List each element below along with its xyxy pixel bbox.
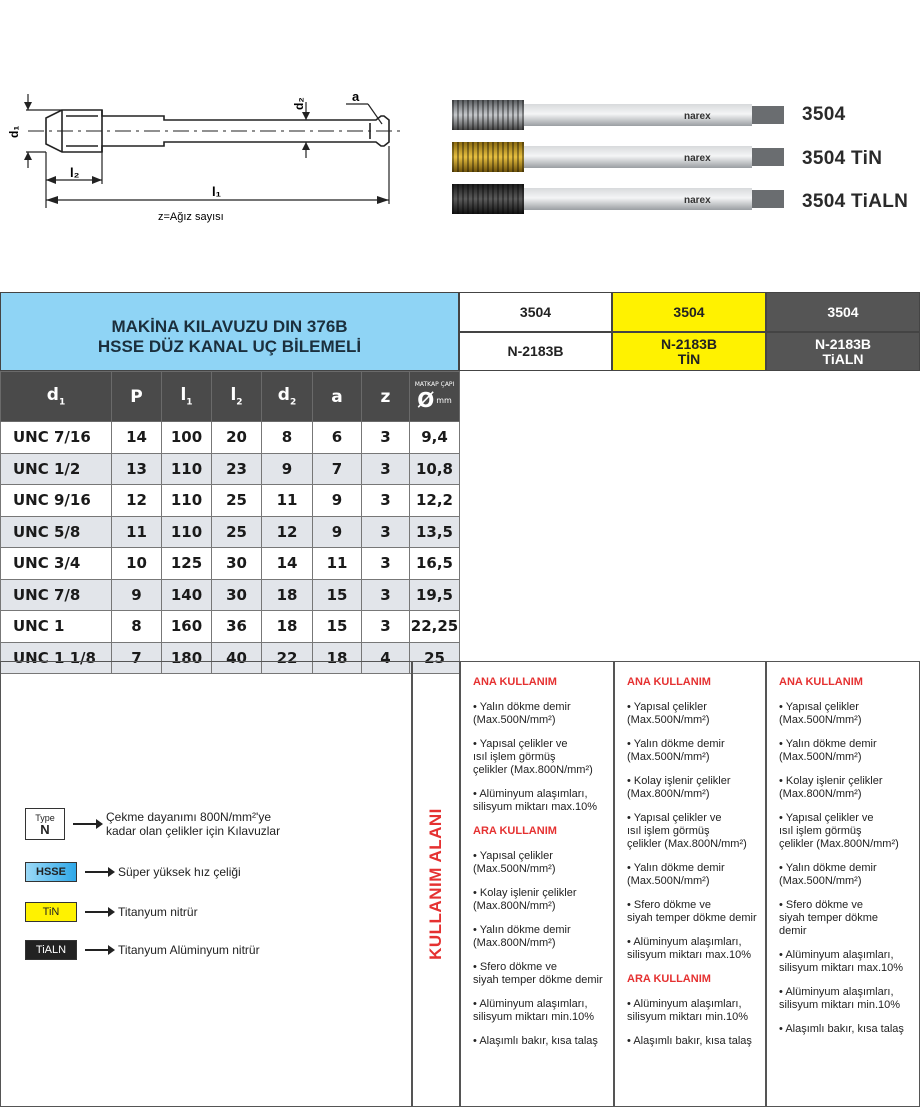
table-cell: 15	[313, 579, 362, 611]
table-cell: UNC 1 1/8	[1, 642, 112, 674]
tool-photos	[452, 92, 920, 222]
table-cell: 11	[262, 485, 313, 517]
legend-hsse	[25, 862, 241, 882]
table-cell: 13,5	[410, 516, 460, 548]
table-cell: 25	[212, 516, 262, 548]
table-cell: 110	[162, 485, 212, 517]
usage-item: • Alüminyum alaşımları, silisyum miktarı max.10%	[779, 949, 904, 974]
header-z: z	[362, 372, 410, 422]
article-number-2: N-2183B	[660, 335, 718, 352]
usage-item: • Yapısal çelikler (Max.500N/mm²)	[627, 701, 710, 726]
bullet-icon: •	[779, 949, 786, 961]
l1-label: l₁	[212, 184, 221, 199]
table-cell: 16,5	[410, 548, 460, 580]
product-code-3: 3504	[766, 292, 920, 332]
table-cell: 40	[212, 642, 262, 674]
secondary-usage-title: ARA KULLANIM	[627, 973, 711, 985]
table-cell: 7	[313, 453, 362, 485]
bullet-icon: •	[779, 1023, 786, 1035]
main-usage-title: ANA KULLANIM	[627, 676, 711, 688]
bullet-icon: •	[473, 924, 480, 936]
table-cell: 14	[112, 422, 162, 454]
table-cell: 9	[112, 579, 162, 611]
usage-item: • Yalın dökme demir (Max.500N/mm²)	[627, 738, 725, 763]
main-usage-title: ANA KULLANIM	[473, 676, 557, 688]
header-l1: $l_1$	[162, 372, 212, 422]
table-cell: 9	[313, 485, 362, 517]
usage-item: • Yapısal çelikler ve ısıl işlem görmüş çelikler (Max.800N/mm²)	[473, 738, 593, 776]
product-article-3	[766, 332, 920, 371]
usage-item: • Alaşımlı bakır, kısa talaş	[779, 1023, 904, 1035]
usage-item: • Yalın dökme demir (Max.800N/mm²)	[473, 924, 571, 949]
bullet-icon: •	[779, 738, 786, 750]
table-cell: 3	[362, 516, 410, 548]
table-row	[1, 453, 460, 485]
table-cell: 3	[362, 548, 410, 580]
usage-item: • Yalın dökme demir (Max.500N/mm²)	[627, 862, 725, 887]
table-cell: 9,4	[410, 422, 460, 454]
table-cell: 3	[362, 611, 410, 643]
table-cell: 30	[212, 548, 262, 580]
tool-brand-2: narex	[684, 153, 711, 164]
bullet-icon: •	[627, 899, 634, 911]
bullet-icon: •	[627, 738, 634, 750]
table-cell: 12	[112, 485, 162, 517]
legend-panel	[0, 661, 412, 1107]
usage-item: • Yapısal çelikler (Max.500N/mm²)	[779, 701, 862, 726]
table-cell: 7	[112, 642, 162, 674]
arrow-icon	[85, 871, 113, 873]
tap-dimension-drawing	[6, 80, 406, 230]
table-cell: UNC 7/16	[1, 422, 112, 454]
table-cell: 180	[162, 642, 212, 674]
bullet-icon: •	[473, 788, 480, 800]
l2-label: l₂	[70, 165, 80, 180]
table-cell: 6	[313, 422, 362, 454]
product-article-1	[459, 332, 612, 371]
bullet-icon: •	[779, 862, 786, 874]
legend-tialn	[25, 940, 260, 960]
table-cell: 8	[262, 422, 313, 454]
table-cell: 4	[362, 642, 410, 674]
table-cell: 9	[313, 516, 362, 548]
table-cell: 22	[262, 642, 313, 674]
drawing-caption: z=Ağız sayısı	[158, 211, 224, 223]
tin-tag: TiN	[25, 902, 77, 922]
product-code-2: 3504	[612, 292, 766, 332]
usage-item: • Alüminyum alaşımları, silisyum miktarı max.10%	[473, 788, 598, 813]
tool-brand-1: narex	[684, 111, 711, 122]
legend-text-tin: Titanyum nitrür	[118, 905, 198, 919]
bullet-icon: •	[473, 850, 480, 862]
tap-tialn	[452, 184, 784, 214]
table-cell: 9	[262, 453, 313, 485]
article-number-1: N-2183B	[507, 343, 564, 359]
hsse-tag: HSSE	[25, 862, 77, 882]
table-cell: 22,25	[410, 611, 460, 643]
table-cell: 10	[112, 548, 162, 580]
bullet-icon: •	[779, 899, 786, 911]
bullet-icon: •	[473, 998, 480, 1010]
bullet-icon: •	[779, 986, 786, 998]
d2-label: d₂	[292, 97, 306, 110]
table-cell: 10,8	[410, 453, 460, 485]
title-line-1: MAKİNA KILAVUZU DIN 376B	[111, 316, 348, 336]
legend-tin	[25, 902, 198, 922]
main-usage-title: ANA KULLANIM	[779, 676, 863, 688]
table-cell: 18	[262, 611, 313, 643]
type-n-tag: Type N	[25, 808, 65, 840]
table-cell: 19,5	[410, 579, 460, 611]
bullet-icon: •	[473, 738, 480, 750]
usage-item: • Alüminyum alaşımları, silisyum miktarı min.10%	[473, 998, 595, 1023]
usage-item: • Sfero dökme ve siyah temper dökme demir	[779, 899, 879, 937]
table-cell: 25	[212, 485, 262, 517]
tialn-tag: TiALN	[25, 940, 77, 960]
usage-item: • Yalın dökme demir (Max.500N/mm²)	[779, 738, 877, 763]
usage-item: • Yapısal çelikler ve ısıl işlem görmüş çelikler (Max.800N/mm²)	[627, 812, 747, 850]
usage-item: • Alüminyum alaşımları, silisyum miktarı min.10%	[779, 986, 901, 1011]
table-row	[1, 579, 460, 611]
table-cell: 11	[112, 516, 162, 548]
usage-item: • Kolay işlenir çelikler (Max.800N/mm²)	[627, 775, 731, 800]
table-cell: 140	[162, 579, 212, 611]
usage-item: • Yalın dökme demir (Max.500N/mm²)	[473, 701, 571, 726]
tap-plain	[452, 100, 784, 130]
table-cell: UNC 5/8	[1, 516, 112, 548]
bullet-icon: •	[627, 812, 634, 824]
bullet-icon: •	[627, 998, 634, 1010]
table-cell: 14	[262, 548, 313, 580]
table-cell: 110	[162, 516, 212, 548]
table-row	[1, 611, 460, 643]
table-cell: 18	[313, 642, 362, 674]
header-d2: $d_2$	[262, 372, 313, 422]
bullet-icon: •	[779, 775, 786, 787]
a-label: a	[352, 89, 360, 104]
usage-item: • Sfero dökme ve siyah temper dökme demir	[473, 961, 603, 986]
table-cell: UNC 9/16	[1, 485, 112, 517]
table-cell: 25	[410, 642, 460, 674]
usage-area-label	[412, 661, 460, 1107]
table-row	[1, 516, 460, 548]
bullet-icon: •	[627, 936, 634, 948]
table-cell: 23	[212, 453, 262, 485]
usage-item: • Alüminyum alaşımları, silisyum miktarı max.10%	[627, 936, 752, 961]
table-cell: 3	[362, 579, 410, 611]
table-cell: UNC 1/2	[1, 453, 112, 485]
table-cell: 11	[313, 548, 362, 580]
table-cell: 3	[362, 485, 410, 517]
table-cell: 18	[262, 579, 313, 611]
table-row	[1, 422, 460, 454]
table-cell: 36	[212, 611, 262, 643]
table-cell: 3	[362, 422, 410, 454]
tap-tin	[452, 142, 784, 172]
usage-column-2	[614, 661, 766, 1107]
product-code-1: 3504	[459, 292, 612, 332]
title-line-2: HSSE DÜZ KANAL UÇ BİLEMELİ	[97, 336, 362, 356]
bullet-icon: •	[473, 961, 480, 973]
usage-item: • Alaşımlı bakır, kısa talaş	[473, 1035, 598, 1047]
usage-column-1	[460, 661, 614, 1107]
usage-item: • Yalın dökme demir (Max.500N/mm²)	[779, 862, 877, 887]
header-l2: $l_2$	[212, 372, 262, 422]
header-p: P	[112, 372, 162, 422]
legend-text-tialn: Titanyum Alüminyum nitrür	[118, 943, 260, 957]
tap-illustrations	[452, 92, 792, 222]
product-title	[0, 292, 459, 371]
table-cell: 110	[162, 453, 212, 485]
bullet-icon: •	[627, 775, 634, 787]
table-row	[1, 485, 460, 517]
usage-item: • Alaşımlı bakır, kısa talaş	[627, 1035, 752, 1047]
arrow-icon	[73, 823, 101, 825]
usage-item: • Yapısal çelikler ve ısıl işlem görmüş çelikler (Max.800N/mm²)	[779, 812, 899, 850]
secondary-usage-title: ARA KULLANIM	[473, 825, 557, 837]
table-cell: 125	[162, 548, 212, 580]
coating-name-2: TİN	[677, 350, 701, 367]
table-cell: UNC 3/4	[1, 548, 112, 580]
legend-text-hsse: Süper yüksek hız çeliği	[118, 865, 241, 879]
bullet-icon: •	[627, 1035, 634, 1047]
table-cell: 30	[212, 579, 262, 611]
drill-header-text: MATKAP ÇAPI	[414, 381, 455, 388]
spec-header-row	[1, 372, 460, 422]
bullet-icon: •	[779, 812, 786, 824]
bullet-icon: •	[473, 701, 480, 713]
bullet-icon: •	[627, 862, 634, 874]
table-cell: 8	[112, 611, 162, 643]
tool-label-1: 3504	[802, 104, 846, 125]
usage-item: • Kolay işlenir çelikler (Max.800N/mm²)	[779, 775, 883, 800]
product-article-2	[612, 332, 766, 371]
usage-label-text: KULLANIM ALANI	[426, 808, 446, 960]
header-a: a	[313, 372, 362, 422]
table-cell: 13	[112, 453, 162, 485]
tool-label-2: 3504 TiN	[802, 148, 883, 169]
usage-item: • Sfero dökme ve siyah temper dökme demir	[627, 899, 757, 924]
bullet-icon: •	[627, 701, 634, 713]
d1-label: d₁	[7, 125, 21, 138]
arrow-icon	[85, 911, 113, 913]
bullet-icon: •	[473, 1035, 480, 1047]
legend-text-n: Çekme dayanımı 800N/mm²'ye kadar olan çelikler için Kılavuzlar	[106, 810, 281, 838]
article-number-3: N-2183B	[814, 335, 872, 352]
legend-type-n	[25, 808, 280, 840]
tool-brand-3: narex	[684, 195, 711, 206]
drill-unit: mm	[436, 395, 452, 405]
header-d1: $d_1$	[1, 372, 112, 422]
table-cell: 12	[262, 516, 313, 548]
table-cell: 100	[162, 422, 212, 454]
usage-column-3	[766, 661, 920, 1107]
table-cell: 15	[313, 611, 362, 643]
usage-item: • Kolay işlenir çelikler (Max.800N/mm²)	[473, 887, 577, 912]
usage-item: • Alüminyum alaşımları, silisyum miktarı min.10%	[627, 998, 749, 1023]
diameter-icon: Ø	[417, 388, 435, 412]
bullet-icon: •	[473, 887, 480, 899]
table-cell: 20	[212, 422, 262, 454]
bullet-icon: •	[779, 701, 786, 713]
table-cell: UNC 1	[1, 611, 112, 643]
table-cell: 160	[162, 611, 212, 643]
table-cell: UNC 7/8	[1, 579, 112, 611]
arrow-icon	[85, 949, 113, 951]
table-cell: 12,2	[410, 485, 460, 517]
coating-name-3: TiALN	[822, 350, 864, 367]
table-row	[1, 548, 460, 580]
spec-table	[0, 371, 460, 674]
technical-drawing	[6, 80, 406, 230]
tool-label-3: 3504 TiALN	[802, 191, 909, 212]
usage-item: • Yapısal çelikler (Max.500N/mm²)	[473, 850, 556, 875]
header-drill	[410, 372, 460, 422]
table-cell: 3	[362, 453, 410, 485]
